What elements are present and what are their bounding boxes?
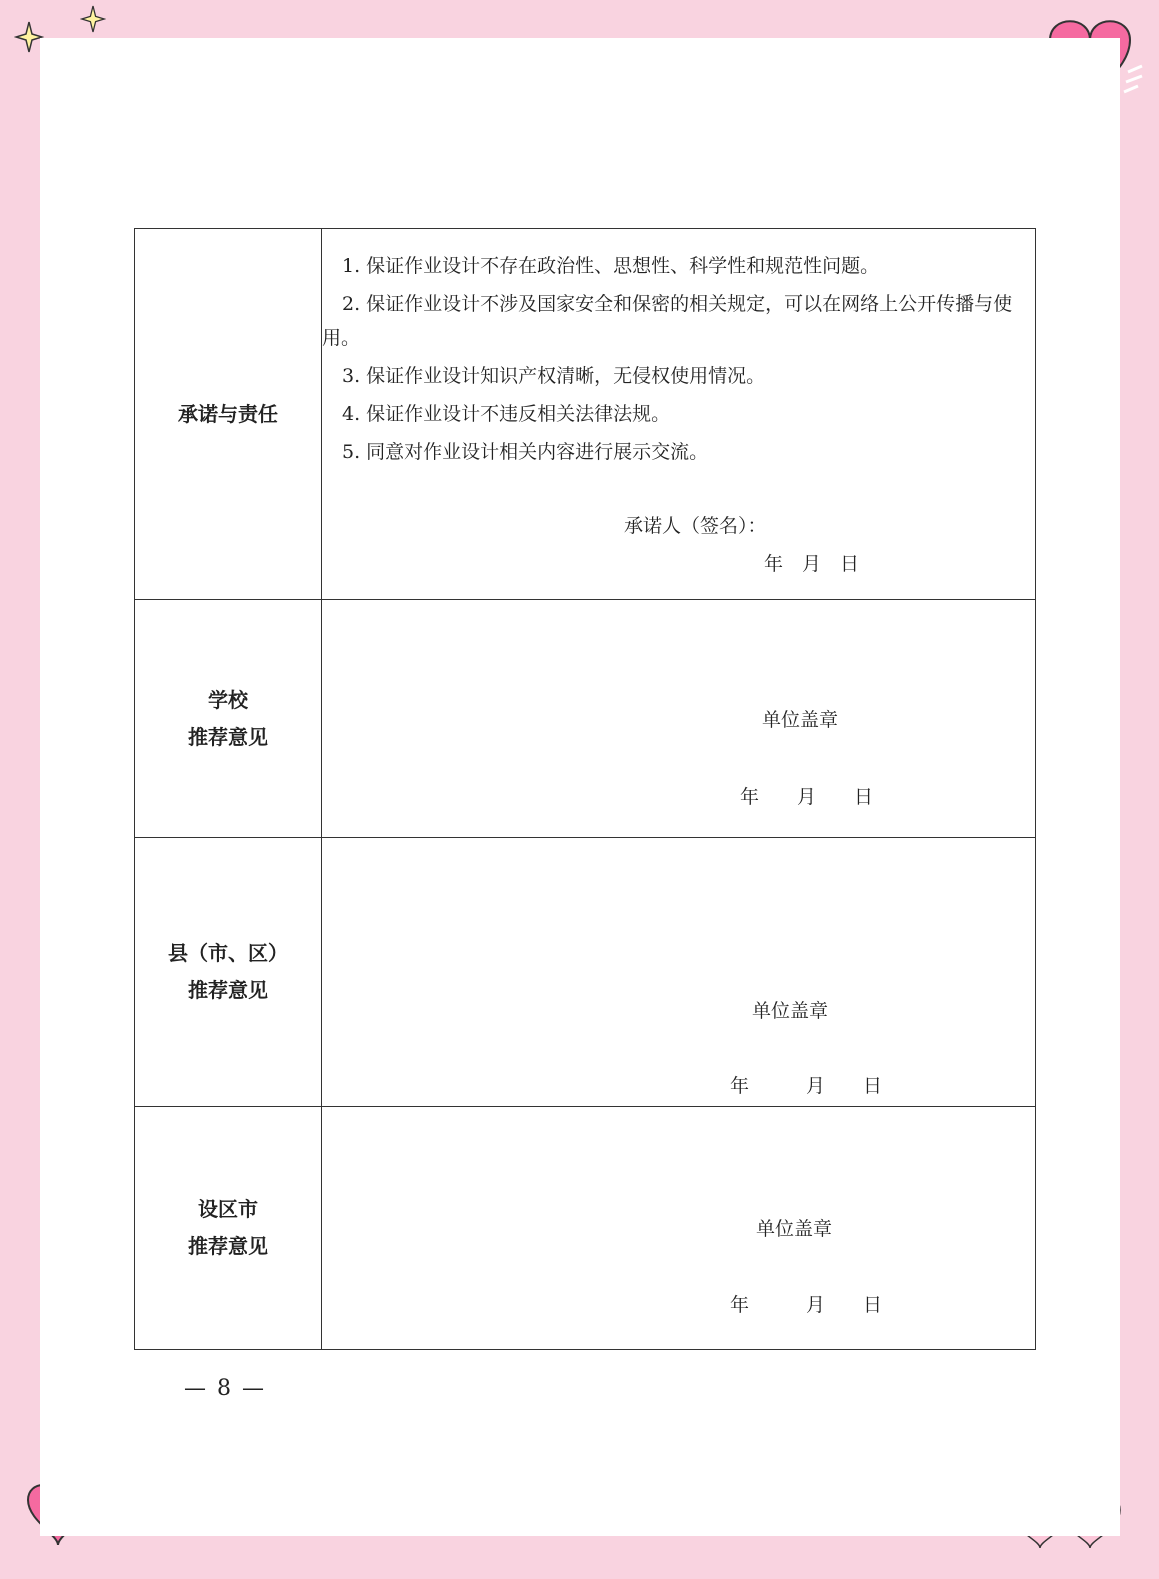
school-content <box>322 600 1036 838</box>
school-seal: 单位盖章 <box>762 709 839 731</box>
county-row <box>135 838 1036 1107</box>
city-label-line1: 设区市 <box>198 1197 258 1221</box>
school-row <box>135 600 1036 838</box>
city-date: 年 月 日 <box>730 1294 883 1316</box>
pledge-item: 2. 保证作业设计不涉及国家安全和保密的相关规定，可以在网络上公开传播与使用。 <box>322 293 1013 349</box>
recommendation-form <box>134 228 1036 1350</box>
pledge-item: 4. 保证作业设计不违反相关法律法规。 <box>342 403 671 425</box>
pledge-item: 3. 保证作业设计知识产权清晰，无侵权使用情况。 <box>342 365 766 387</box>
city-label-line2: 推荐意见 <box>188 1234 268 1258</box>
school-label <box>135 600 322 838</box>
county-label-line1: 县（市、区） <box>168 941 288 965</box>
document-page <box>40 38 1120 1536</box>
school-label-line1: 学校 <box>208 687 248 712</box>
pledge-list <box>322 249 1035 473</box>
pledge-item: 1. 保证作业设计不存在政治性、思想性、科学性和规范性问题。 <box>342 255 880 277</box>
pledge-row <box>135 229 1036 600</box>
city-content <box>322 1107 1036 1350</box>
pledge-label: 承诺与责任 <box>135 229 322 600</box>
signature-field: 承诺人（签名）： <box>624 515 767 537</box>
county-label <box>135 838 322 1107</box>
city-seal: 单位盖章 <box>756 1218 833 1240</box>
county-content <box>322 838 1036 1107</box>
pledge-content <box>322 229 1036 600</box>
city-label <box>135 1107 322 1350</box>
county-date: 年 月 日 <box>730 1075 883 1097</box>
school-label-line2: 推荐意见 <box>188 724 268 749</box>
pledge-date: 年 月 日 <box>764 553 860 575</box>
county-label-line2: 推荐意见 <box>188 978 268 1002</box>
page-number: — 8 — <box>184 1376 266 1401</box>
pledge-item: 5. 同意对作业设计相关内容进行展示交流。 <box>342 441 709 463</box>
city-row <box>135 1107 1036 1350</box>
school-date: 年 月 日 <box>740 786 874 808</box>
county-seal: 单位盖章 <box>752 1000 829 1022</box>
sparkle-icon <box>80 4 106 34</box>
